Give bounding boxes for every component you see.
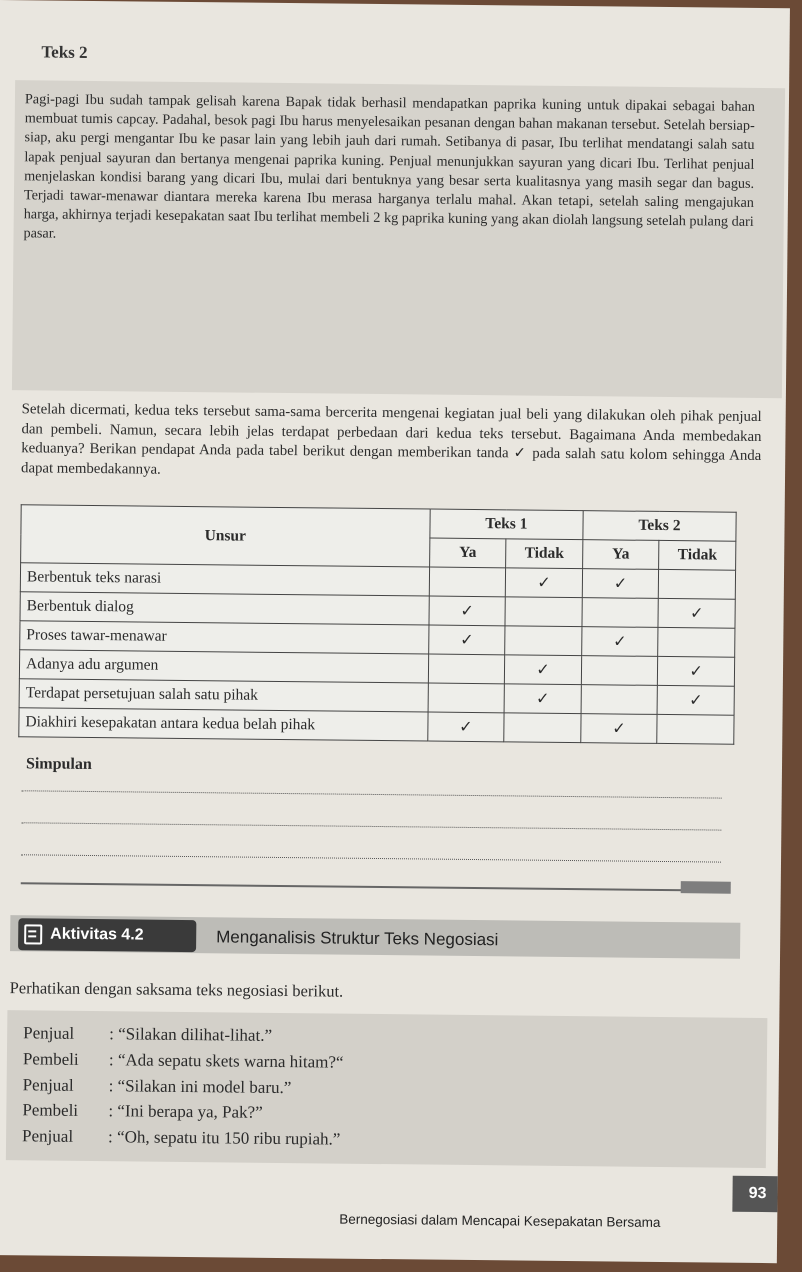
check-cell-t1-tidak [505, 655, 582, 685]
divider-mark [681, 881, 731, 894]
dialog-speaker: Penjual [23, 1023, 75, 1043]
dialog-speaker: Pembeli [22, 1049, 79, 1069]
header-t1-tidak: Tidak [506, 539, 583, 569]
dialog-line [23, 1072, 344, 1101]
check-cell-t1-tidak [505, 568, 582, 598]
check-cell-t2-tidak [657, 685, 734, 715]
row-label: Diakhiri kesepakatan antara kedua belah pihak [19, 708, 428, 741]
simpulan-heading: Simpulan [25, 755, 92, 774]
check-cell-t1-tidak [505, 626, 582, 656]
check-cell-t1-ya [428, 654, 505, 684]
checkmark-icon: ✓ [689, 605, 704, 623]
row-label: Berbentuk dialog [20, 592, 429, 625]
row-label: Proses tawar-menawar [20, 621, 429, 654]
section-divider [21, 882, 701, 891]
row-label: Adanya adu argumen [19, 650, 428, 683]
checkmark-icon: ✓ [460, 631, 474, 649]
dialog-list [22, 1020, 344, 1152]
check-cell-t1-ya [429, 596, 506, 626]
activity-badge [18, 918, 196, 952]
table-body [19, 563, 736, 744]
table-row [19, 708, 734, 744]
check-cell-t2-tidak [658, 627, 735, 657]
dialog-line [23, 1020, 344, 1049]
checkmark-icon: ✓ [459, 718, 473, 736]
check-cell-t2-ya [582, 627, 659, 657]
check-cell-t2-tidak [657, 714, 734, 744]
check-cell-t1-ya [428, 712, 505, 742]
checkmark-icon: ✓ [689, 692, 703, 710]
footer-title: Bernegosiasi dalam Mencapai Kesepakatan Bersama [339, 1211, 661, 1230]
check-cell-t1-tidak [505, 597, 582, 627]
check-cell-t2-tidak [658, 598, 735, 628]
dialog-text: : “Oh, sepatu itu 150 ribu rupiah.” [108, 1127, 341, 1149]
answer-line [21, 822, 721, 830]
checkmark-icon: ✓ [689, 663, 703, 681]
row-label: Terdapat persetujuan salah satu pihak [19, 679, 428, 712]
checkmark-icon: ✓ [613, 575, 628, 593]
checkmark-icon: ✓ [612, 720, 626, 738]
header-teks1: Teks 1 [430, 509, 583, 540]
dialog-line [23, 1046, 344, 1075]
answer-line [22, 790, 722, 798]
check-cell-t1-ya [429, 625, 506, 655]
header-t1-ya: Ya [429, 538, 506, 568]
check-cell-t2-tidak [658, 656, 735, 686]
table-header-row [21, 505, 736, 541]
dialog-text: : “Silakan ini model baru.” [108, 1075, 292, 1097]
header-unsur: Unsur [21, 505, 430, 567]
text-label: Teks 2 [41, 42, 88, 62]
dialog-speaker: Pembeli [22, 1100, 79, 1121]
check-cell-t2-ya [582, 569, 659, 599]
document-icon [24, 924, 42, 944]
check-cell-t1-tidak [504, 684, 581, 714]
activity-title: Menganalisis Struktur Teks Negosiasi [216, 927, 499, 950]
dialog-text: : “Silakan dilihat-lihat.” [109, 1024, 273, 1045]
dialog-text: : “Ada sepatu skets warna hitam?“ [108, 1049, 344, 1072]
checkmark-icon: ✓ [537, 574, 551, 592]
header-t2-tidak: Tidak [659, 540, 736, 570]
check-cell-t2-ya [581, 656, 658, 686]
check-cell-t1-ya [429, 567, 506, 597]
check-cell-t2-ya [581, 714, 658, 744]
answer-line [21, 854, 721, 862]
checkmark-icon: ✓ [460, 602, 474, 620]
comparison-table [18, 504, 736, 744]
dialog-text: : “Ini berapa ya, Pak?” [108, 1101, 263, 1123]
story-paragraph: Pagi-pagi Ibu sudah tampak gelisah karena Bapak tidak berhasil mendapatkan paprika kuning untuk dipakai sebagai bahan membuat tumis capcay. Padahal, besok pagi Ibu harus menyelesaikan pesanan dengan bahan makanan tersebut. Setelah bersiap-siap, aku pergi mengantar Ibu ke pasar lain yang lebih jauh dari rumah. Setibanya di pasar, Ibu terlihat mendatangi salah satu lapak penjual sayuran dan bertanya mengenai paprika kuning. Penjual menunjukkan sayuran yang dicari Ibu. Terlihat penjual menjelaskan kondisi barang yang dicari Ibu, mulai dari bentuknya yang besar serta kualitasnya yang masih segar dan bagus. Terjadi tawar-menawar diantara mereka karena Ibu merasa harganya terlalu mahal. Akan tetapi, setelah saling mengajukan harga, akhirnya terjadi kesepakatan saat Ibu terlihat membeli 2 kg paprika kuning yang akan diolah langsung setelah pulang dari pasar. [23, 91, 756, 243]
header-teks2: Teks 2 [583, 511, 736, 542]
check-cell-t1-tidak [504, 713, 581, 743]
check-cell-t2-tidak [659, 569, 736, 599]
activity-label: Aktivitas 4.2 [50, 925, 144, 944]
header-t2-ya: Ya [582, 540, 659, 570]
row-label: Berbentuk teks narasi [20, 563, 429, 596]
page-number: 93 [732, 1176, 782, 1213]
check-cell-t2-ya [581, 685, 658, 715]
check-cell-t1-ya [428, 683, 505, 713]
checkmark-icon: ✓ [613, 633, 627, 651]
dialog-line [22, 1123, 343, 1152]
dialog-speaker: Penjual [22, 1126, 74, 1147]
dialog-speaker: Penjual [22, 1074, 74, 1095]
checkmark-icon: ✓ [536, 661, 550, 679]
dialog-line [22, 1098, 343, 1127]
instruction-paragraph: Setelah dicermati, kedua teks tersebut sama-sama bercerita mengenai kegiatan jual beli yang dilakukan oleh pihak penjual dan pembeli. Namun, secara lebih jelas terdapat perbedaan dari kedua teks tersebut. Bagaimana Anda membedakan keduanya? Berikan pendapat Anda pada tabel berikut dengan memberikan tanda ✓ pada salah satu kolom sehingga Anda dapat membedakannya. [21, 401, 762, 478]
check-cell-t2-ya [582, 598, 659, 628]
checkmark-icon: ✓ [535, 690, 550, 708]
dialog-intro: Perhatikan dengan saksama teks negosiasi berikut. [9, 978, 344, 1001]
